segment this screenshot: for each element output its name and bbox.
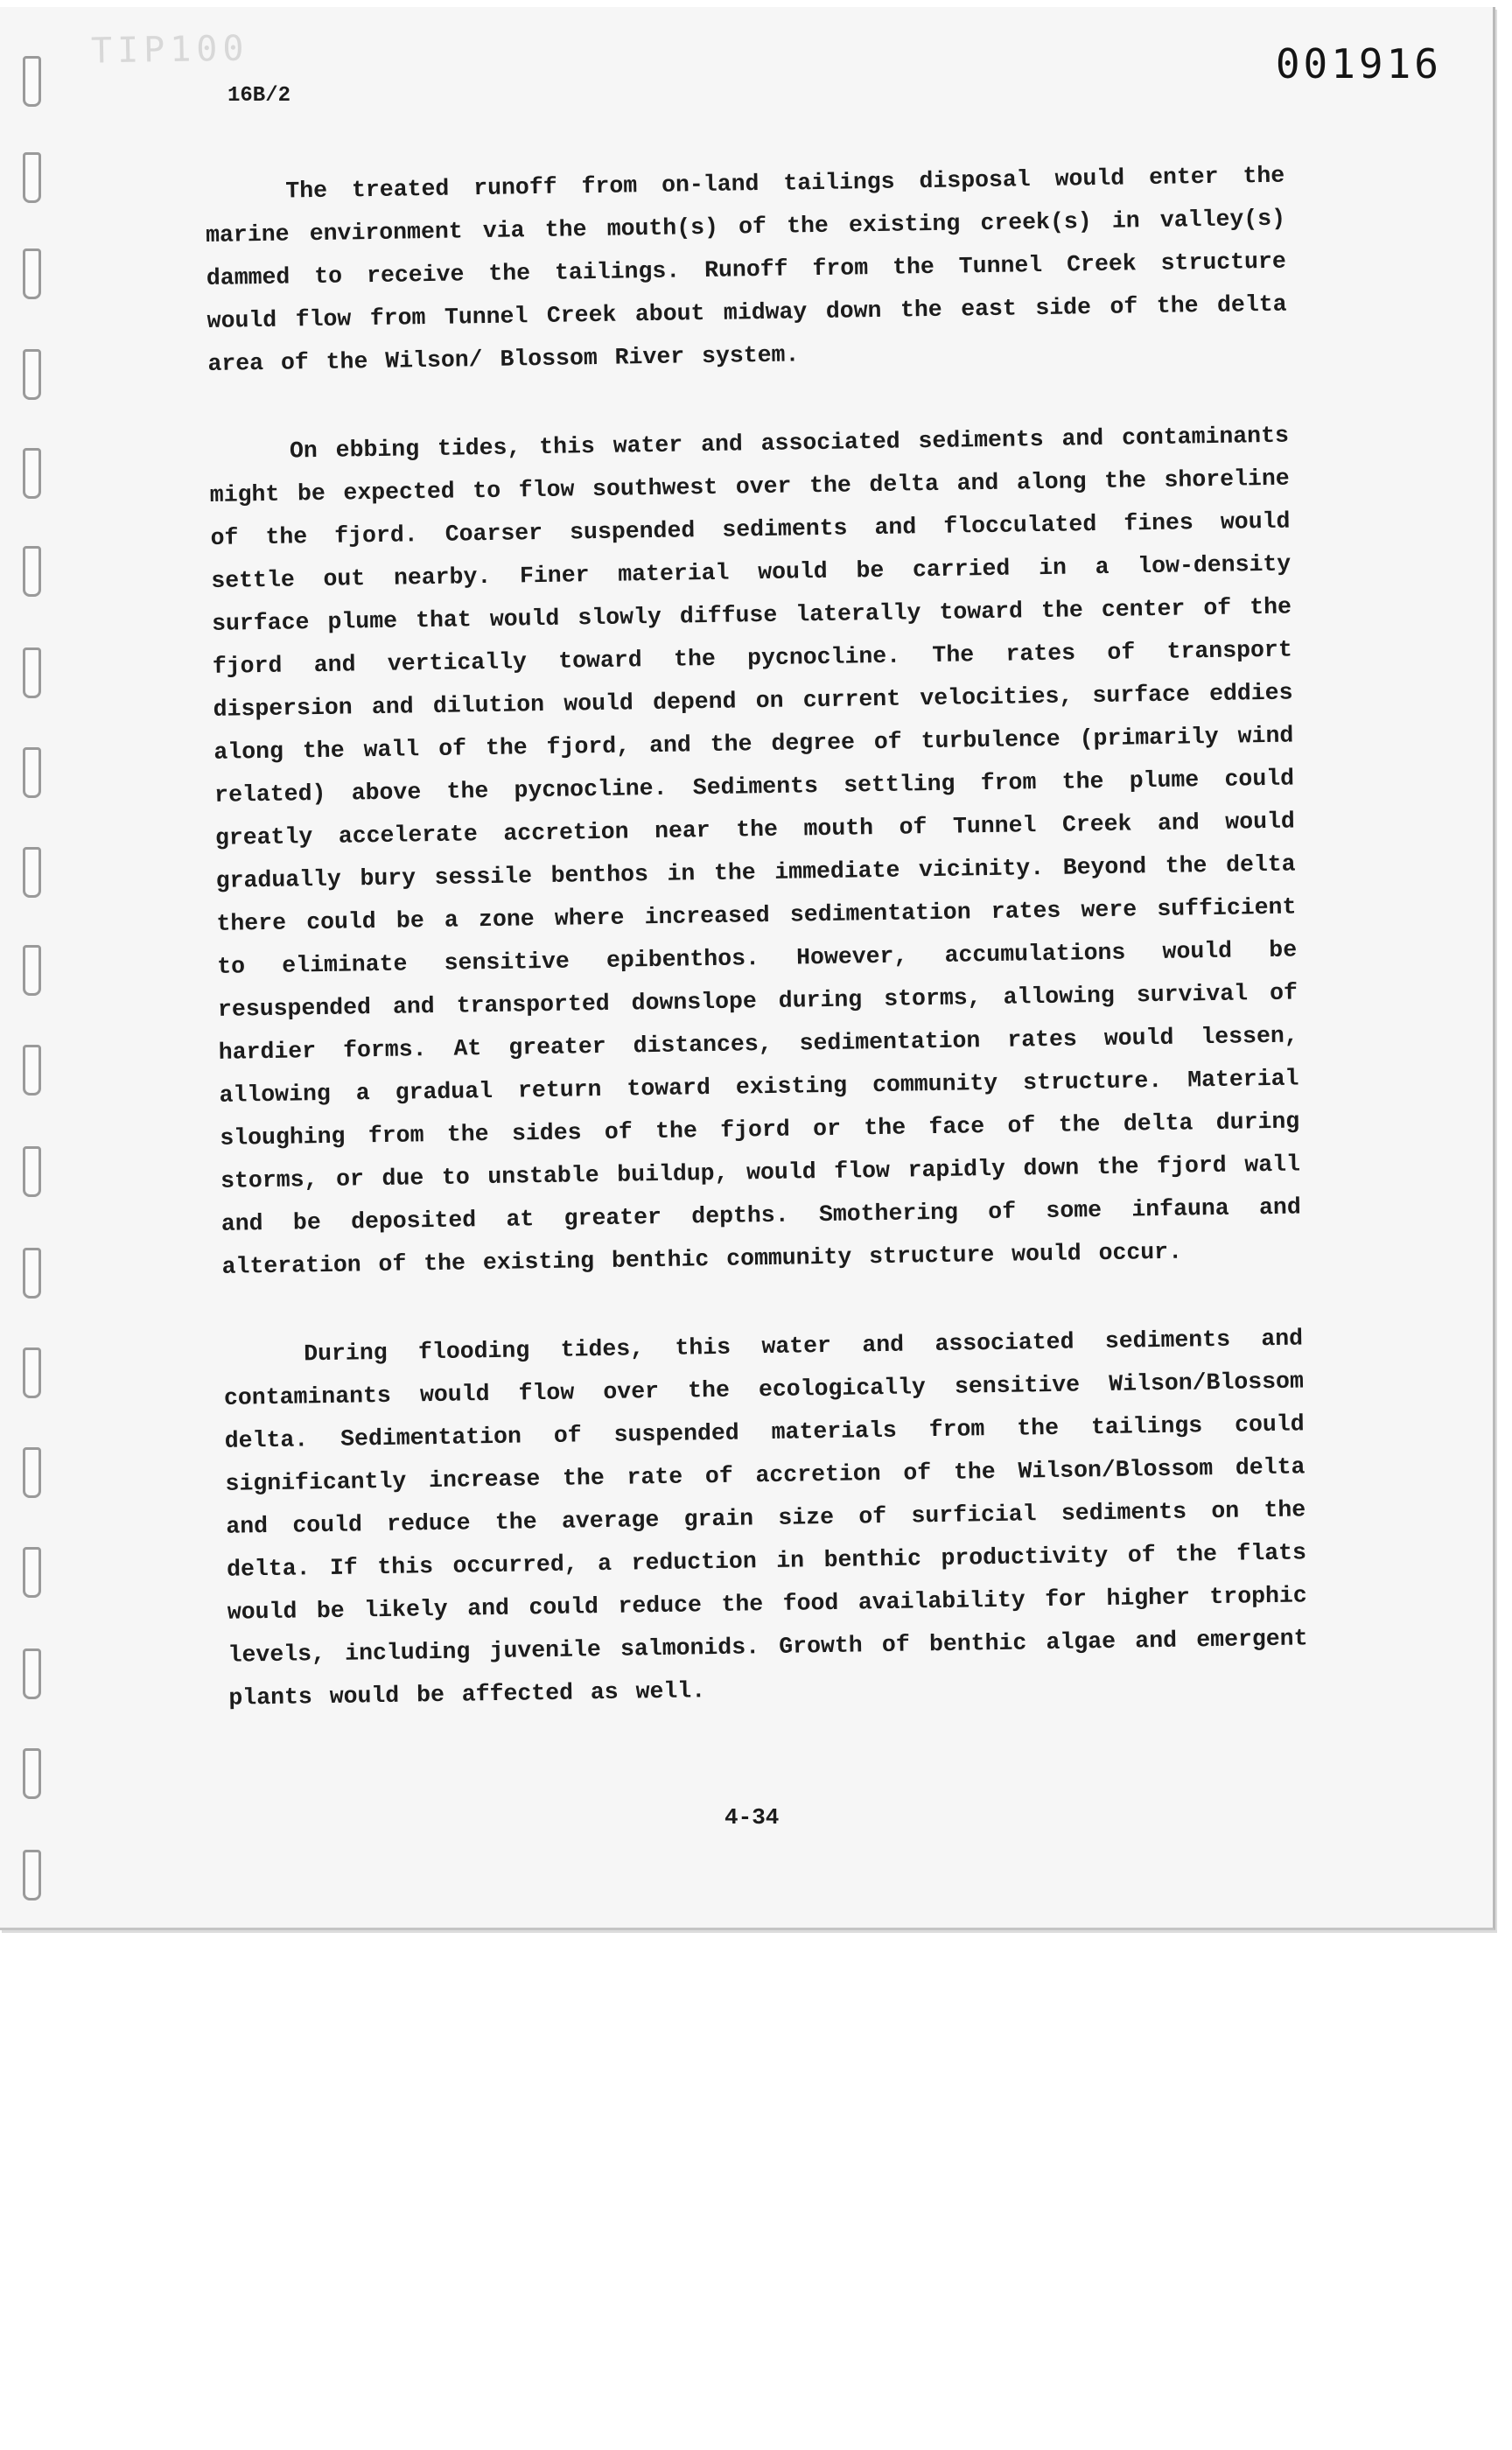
binder-hole — [23, 1348, 41, 1398]
binder-hole — [23, 152, 41, 203]
binder-hole — [23, 1045, 41, 1096]
binder-hole — [23, 546, 41, 597]
binder-hole — [23, 1447, 41, 1498]
binder-hole — [23, 648, 41, 698]
binder-hole — [23, 1748, 41, 1799]
paragraph-ebbing-tides: On ebbing tides, this water and associated sediments and contaminants might be expected to flow southwest over the delta and along the shoreline of the fjord. Coarser suspended sediments and flocculated fines would settle out nearby. Finer material would be carried in a low-density surface plume that would slowly diffuse laterally toward the center of the fjord and vertically toward the pycnocline. The rates of transport dispersion and dilution would depend on current velocities, surface eddies along the wall of the fjord, and the degree of turbulence (primarily wind related) above the pycnocline. Sediments settling from the plume could greatly accelerate accretion near the mouth of Tunnel Creek and would gradually bury sessile benthos in the immediate vicinity. Beyond the delta there could be a zone where increased sedimentation rates were sufficient to eliminate sensitive epibenthos. However, accumulations would be resuspended and transported downslope during storms, allowing survival of hardier forms. At greater distances, sedimentation rates would lessen, allowing a gradual return toward existing community structure. Material sloughing from the sides of the fjord or the face of the delta during storms, or due to unstable buildup, would flow rapidly down the fjord wall and be deposited at greater depths. Smothering of some infauna and alteration of the existing benthic community structure would occur. — [209, 422, 1301, 1280]
page-number: 4-34 — [724, 1804, 780, 1830]
faint-stamp: TIP100 — [90, 28, 249, 72]
document-number: 001916 — [1275, 40, 1442, 88]
binder-hole — [23, 1146, 41, 1197]
paragraph-flooding-tides: During flooding tides, this water and associated sediments and contaminants would flow over the ecologically sensitive Wilson/Blossom delta. Sedimentation of suspended materials from the tailings could significantly increase the rate of accretion of the Wilson/Blossom delta and could reduce the average grain size of surficial sediments on the delta. If this occurred, a reduction in benthic productivity of the flats would be likely and could reduce the food availability for higher trophic levels, including juvenile salmonids. Growth of benthic algae and emergent plants would be affected as well. — [223, 1325, 1308, 1712]
paragraph-tailings-runoff: The treated runoff from on-land tailings disposal would enter the marine environment via the mouth(s) of the existing creek(s) in valley(s) dammed to receive the tailings. Runoff from the Tunnel Creek structure would flow from Tunnel Creek about midway down the east side of the delta area of the Wilson/ Blossom River system. — [205, 162, 1287, 377]
binder-hole — [23, 248, 41, 299]
binder-holes — [23, 56, 49, 1894]
scanned-page — [0, 7, 1495, 1930]
binder-hole — [23, 349, 41, 400]
binder-hole — [23, 1248, 41, 1298]
body-text — [205, 155, 1309, 1766]
binder-hole — [23, 945, 41, 996]
binder-hole — [23, 448, 41, 499]
binder-hole — [23, 56, 41, 107]
binder-hole — [23, 1850, 41, 1900]
page-reference: 16B/2 — [228, 84, 291, 108]
binder-hole — [23, 847, 41, 898]
binder-hole — [23, 1547, 41, 1598]
binder-hole — [23, 747, 41, 798]
binder-hole — [23, 1648, 41, 1699]
